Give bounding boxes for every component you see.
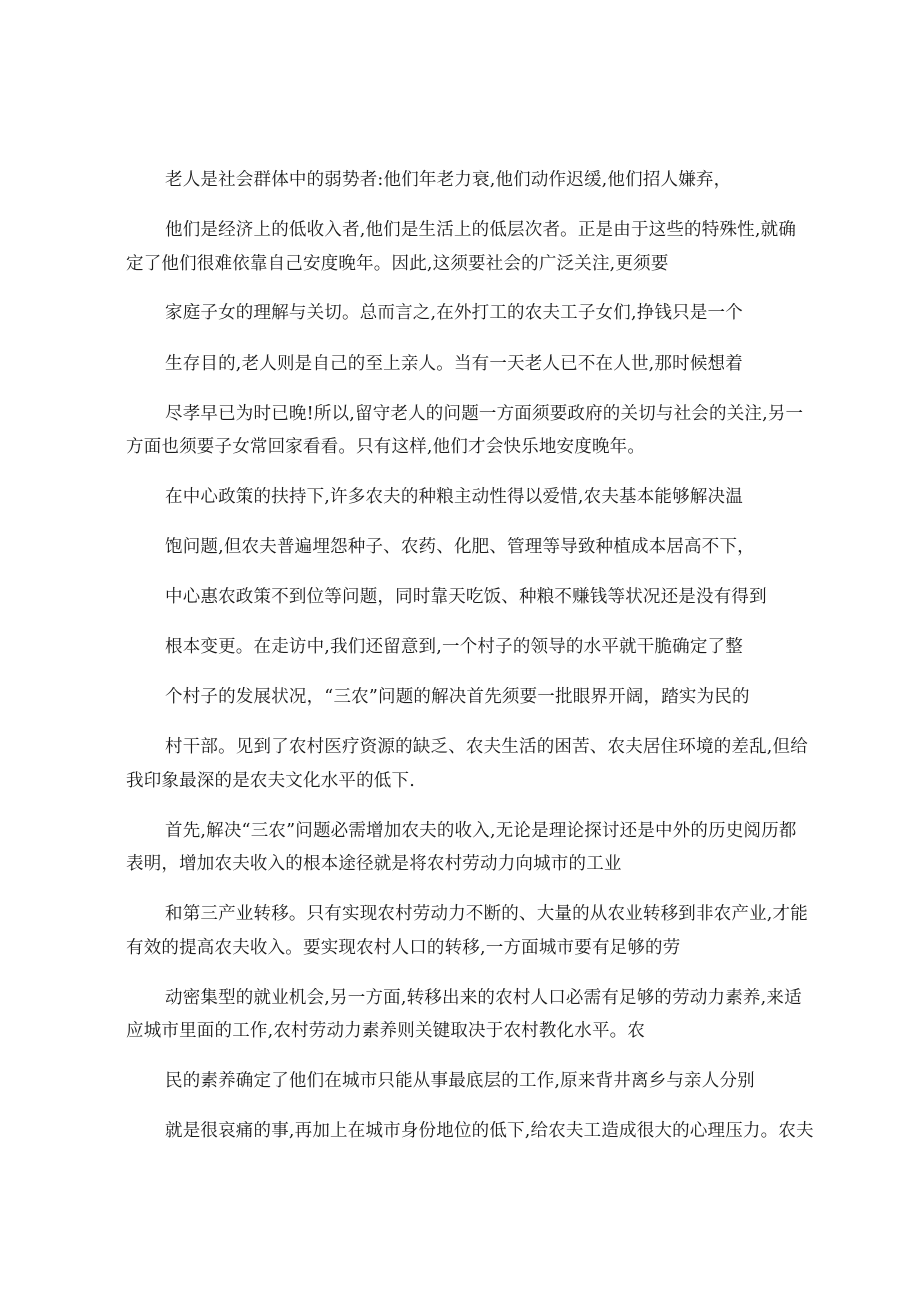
- text-line: 动密集型的就业机会,另一方面,转移出来的农村人口必需有足够的劳动力素养,来适: [165, 988, 802, 1008]
- text-line: 我印象最深的是农夫文化水平的低下.: [126, 771, 415, 791]
- text-line: 表明，增加农夫收入的根本途径就是将农村劳动力向城市的工业: [126, 854, 622, 874]
- text-line: 和第三产业转移。只有实现农村劳动力不断的、大量的从农业转移到非农产业,才能: [165, 904, 808, 924]
- text-line: 根本变更。在走访中,我们还留意到,一个村子的领导的水平就干脆确定了整: [165, 637, 743, 657]
- text-line: 个村子的发展状况，“三农”问题的解决首先须要一批眼界开阔，踏实为民的: [165, 687, 750, 707]
- text-line: 在中心政策的扶持下,许多农夫的种粮主动性得以爱惜,农夫基本能够解决温: [165, 487, 743, 507]
- text-line: 尽孝早已为时已晚!所以,留守老人的问题一方面须要政府的关切与社会的关注,另一: [165, 404, 804, 424]
- text-line: 他们是经济上的低收入者,他们是生活上的低层次者。正是由于这些的特殊性,就确: [165, 220, 797, 240]
- text-line: 定了他们很难依靠自己安度晚年。因此,这须要社会的广泛关注,更须要: [126, 254, 669, 274]
- text-line: 老人是社会群体中的弱势者:他们年老力衰,他们动作迟缓,他们招人嫌弃，: [165, 170, 732, 190]
- text-line: 家庭子女的理解与关切。总而言之,在外打工的农夫工子女们,挣钱只是一个: [165, 303, 743, 323]
- text-line: 方面也须要子女常回家看看。只有这样,他们才会快乐地安度晚年。: [126, 437, 646, 457]
- text-line: 就是很哀痛的事,再加上在城市身份地位的低下,给农夫工造成很大的心理压力。农夫: [165, 1121, 814, 1141]
- text-line: 中心惠农政策不到位等问题，同时靠天吃饭、种粮不赚钱等状况还是没有得到: [165, 587, 767, 607]
- text-line: 首先,解决“三农”问题必需增加农夫的收入,无论是理论探讨还是中外的历史阅历都: [165, 821, 797, 841]
- text-line: 饱问题,但农夫普遍埋怨种子、农药、化肥、管理等导致种植成本居高不下，: [165, 537, 755, 557]
- text-line: 村干部。见到了农村医疗资源的缺乏、农夫生活的困苦、农夫居住环境的差乱,但给: [165, 737, 808, 757]
- text-line: 有效的提高农夫收入。要实现农村人口的转移,一方面城市要有足够的劳: [126, 938, 681, 958]
- text-line: 民的素养确定了他们在城市只能从事最底层的工作,原来背井离乡与亲人分别: [165, 1071, 755, 1091]
- text-line: 生存目的,老人则是自己的至上亲人。当有一天老人已不在人世,那时候想着: [165, 354, 743, 374]
- text-line: 应城市里面的工作,农村劳动力素养则关键取决于农村教化水平。农: [126, 1021, 646, 1041]
